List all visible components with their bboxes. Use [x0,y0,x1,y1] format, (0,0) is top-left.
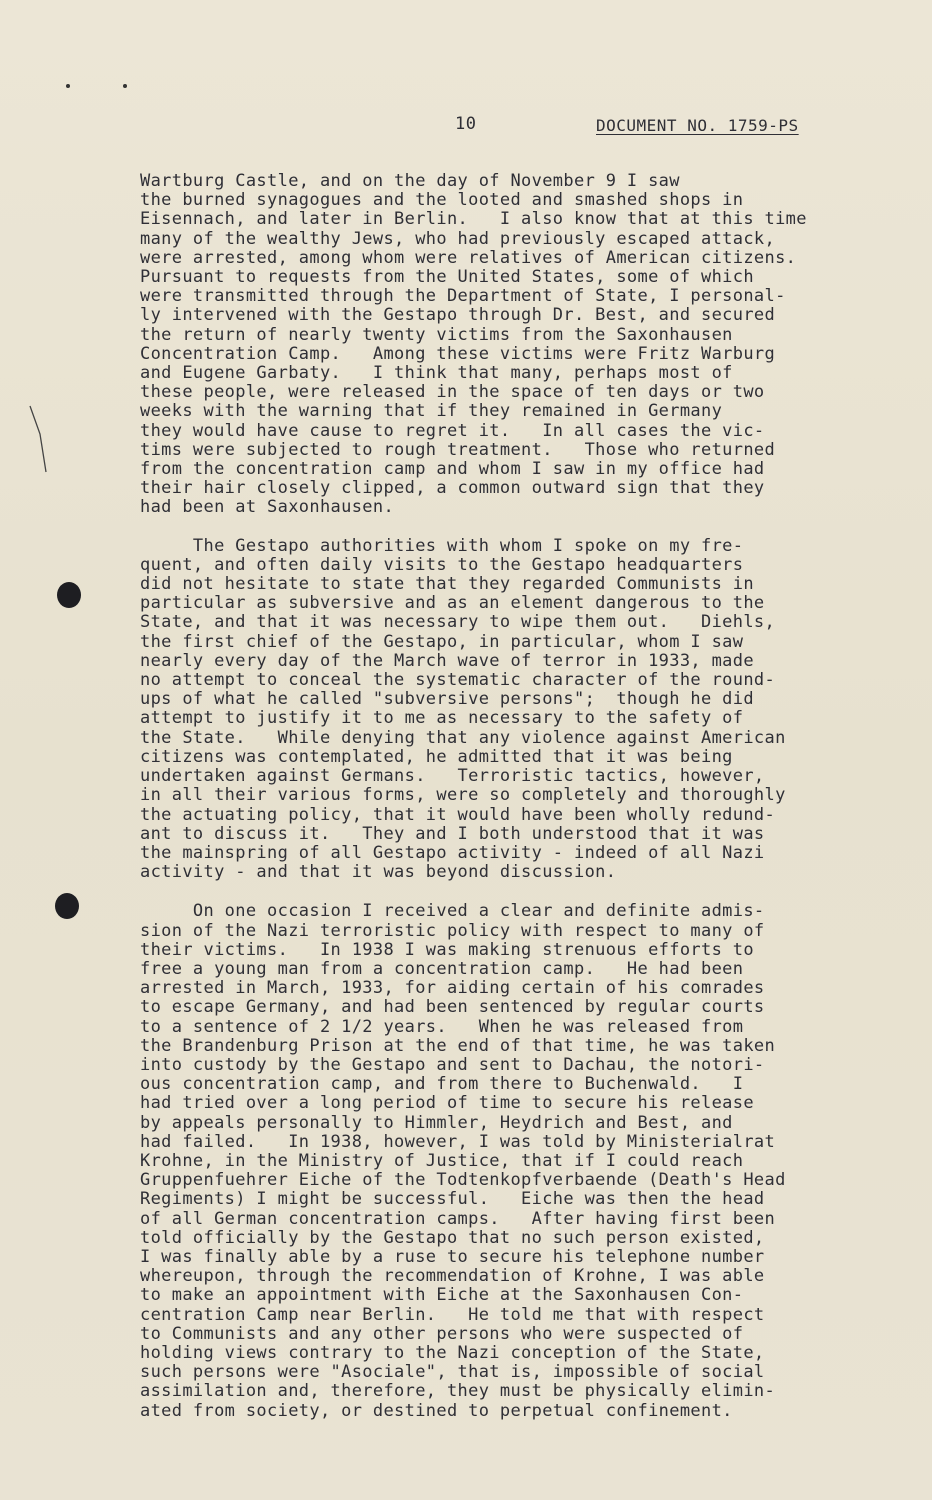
scan-speck [66,84,70,88]
text-line: undertaken against Germans. Terroristic tactics, however, [140,766,765,787]
body-text [140,172,880,1421]
text-line: holding views contrary to the Nazi conception of the State, [140,1342,765,1363]
text-line: weeks with the warning that if they remained in Germany [140,401,723,422]
text-line: told officially by the Gestapo that no such person existed, [140,1227,765,1248]
document-id: DOCUMENT NO. 1759-PS [596,116,799,135]
text-line: nearly every day of the March wave of terror in 1933, made [140,650,754,671]
text-line: to escape Germany, and had been sentenced by regular courts [140,997,765,1018]
paragraph [140,537,880,883]
margin-pencil-mark [28,404,50,474]
text-line: had tried over a long period of time to secure his release [140,1093,754,1114]
text-line: and Eugene Garbaty. I think that many, perhaps most of [140,363,733,384]
text-line: Krohne, in the Ministry of Justice, that if I could reach [140,1150,744,1171]
text-line: to a sentence of 2 1/2 years. When he was released from [140,1016,744,1037]
text-line: such persons were "Asociale", that is, impossible of social [140,1362,765,1383]
scan-speck [123,84,127,88]
text-line: from the concentration camp and whom I saw in my office had [140,459,765,480]
page-number: 10 [455,114,477,134]
text-line: their hair closely clipped, a common outward sign that they [140,478,765,499]
text-line: into custody by the Gestapo and sent to Dachau, the notori- [140,1054,765,1075]
text-line: attempt to justify it to me as necessary to the safety of [140,708,744,729]
text-line: centration Camp near Berlin. He told me that with respect [140,1304,765,1325]
text-line: I was finally able by a ruse to secure his telephone number [140,1246,765,1267]
paragraph [140,902,880,1420]
text-line: these people, were released in the space of ten days or two [140,382,765,403]
text-line: their victims. In 1938 I was making strenuous efforts to [140,939,754,960]
text-line: arrested in March, 1933, for aiding certain of his comrades [140,978,765,999]
text-line: the actuating policy, that it would have been wholly redund- [140,804,776,825]
text-line: had been at Saxonhausen. [140,497,395,518]
text-line: ant to discuss it. They and I both understood that it was [140,823,765,844]
text-line: the Brandenburg Prison at the end of that time, he was taken [140,1035,776,1056]
text-line: sion of the Nazi terroristic policy with respect to many of [140,920,765,941]
text-line: Eisennach, and later in Berlin. I also know that at this time [140,209,807,230]
text-line: ly intervened with the Gestapo through Dr. Best, and secured [140,305,776,326]
text-line: Pursuant to requests from the United States, some of which [140,267,754,288]
text-line: had failed. In 1938, however, I was told by Ministerialrat [140,1131,776,1152]
text-line: On one occasion I received a clear and definite admis- [140,901,765,922]
text-line: they would have cause to regret it. In all cases the vic- [140,420,765,441]
text-line: to Communists and any other persons who were suspected of [140,1323,744,1344]
text-line: activity - and that it was beyond discussion. [140,862,617,883]
text-line: many of the wealthy Jews, who had previously escaped attack, [140,228,776,249]
text-line: Wartburg Castle, and on the day of November 9 I saw [140,171,680,191]
text-line: the State. While denying that any violence against American [140,727,786,748]
text-line: did not hesitate to state that they regarded Communists in [140,574,754,595]
text-line: Gruppenfuehrer Eiche of the Todtenkopfverbaende (Death's Head [140,1170,786,1191]
text-line: were arrested, among whom were relatives of American citizens. [140,247,797,268]
text-line: the first chief of the Gestapo, in particular, whom I saw [140,631,744,652]
paragraph [140,172,880,518]
text-line: of all German concentration camps. After having first been [140,1208,776,1229]
text-line: the burned synagogues and the looted and smashed shops in [140,190,744,211]
text-line: were transmitted through the Department of State, I personal- [140,286,786,307]
text-line: in all their various forms, were so completely and thoroughly [140,785,786,806]
punch-hole [55,893,79,919]
text-line: Regiments) I might be successful. Eiche was then the head [140,1189,765,1210]
text-line: free a young man from a concentration camp. He had been [140,958,744,979]
text-line: the mainspring of all Gestapo activity - indeed of all Nazi [140,842,765,863]
text-line: ated from society, or destined to perpetual confinement. [140,1400,733,1421]
text-line: ups of what he called "subversive persons"; though he did [140,689,754,710]
text-line: whereupon, through the recommendation of Krohne, I was able [140,1266,765,1287]
text-line: assimilation and, therefore, they must be physically elimin- [140,1381,776,1402]
punch-hole [57,582,81,608]
text-line: quent, and often daily visits to the Gestapo headquarters [140,554,744,575]
text-line: Concentration Camp. Among these victims were Fritz Warburg [140,343,776,364]
text-line: tims were subjected to rough treatment. Those who returned [140,439,776,460]
text-line: The Gestapo authorities with whom I spoke on my fre- [140,535,744,556]
text-line: ous concentration camp, and from there to Buchenwald. I [140,1074,744,1095]
text-line: by appeals personally to Himmler, Heydrich and Best, and [140,1112,733,1133]
text-line: particular as subversive and as an element dangerous to the [140,593,765,614]
text-line: citizens was contemplated, he admitted that it was being [140,746,733,767]
text-line: to make an appointment with Eiche at the Saxonhausen Con- [140,1285,744,1306]
text-line: State, and that it was necessary to wipe them out. Diehls, [140,612,776,633]
text-line: the return of nearly twenty victims from the Saxonhausen [140,324,733,345]
text-line: no attempt to conceal the systematic character of the round- [140,670,776,691]
